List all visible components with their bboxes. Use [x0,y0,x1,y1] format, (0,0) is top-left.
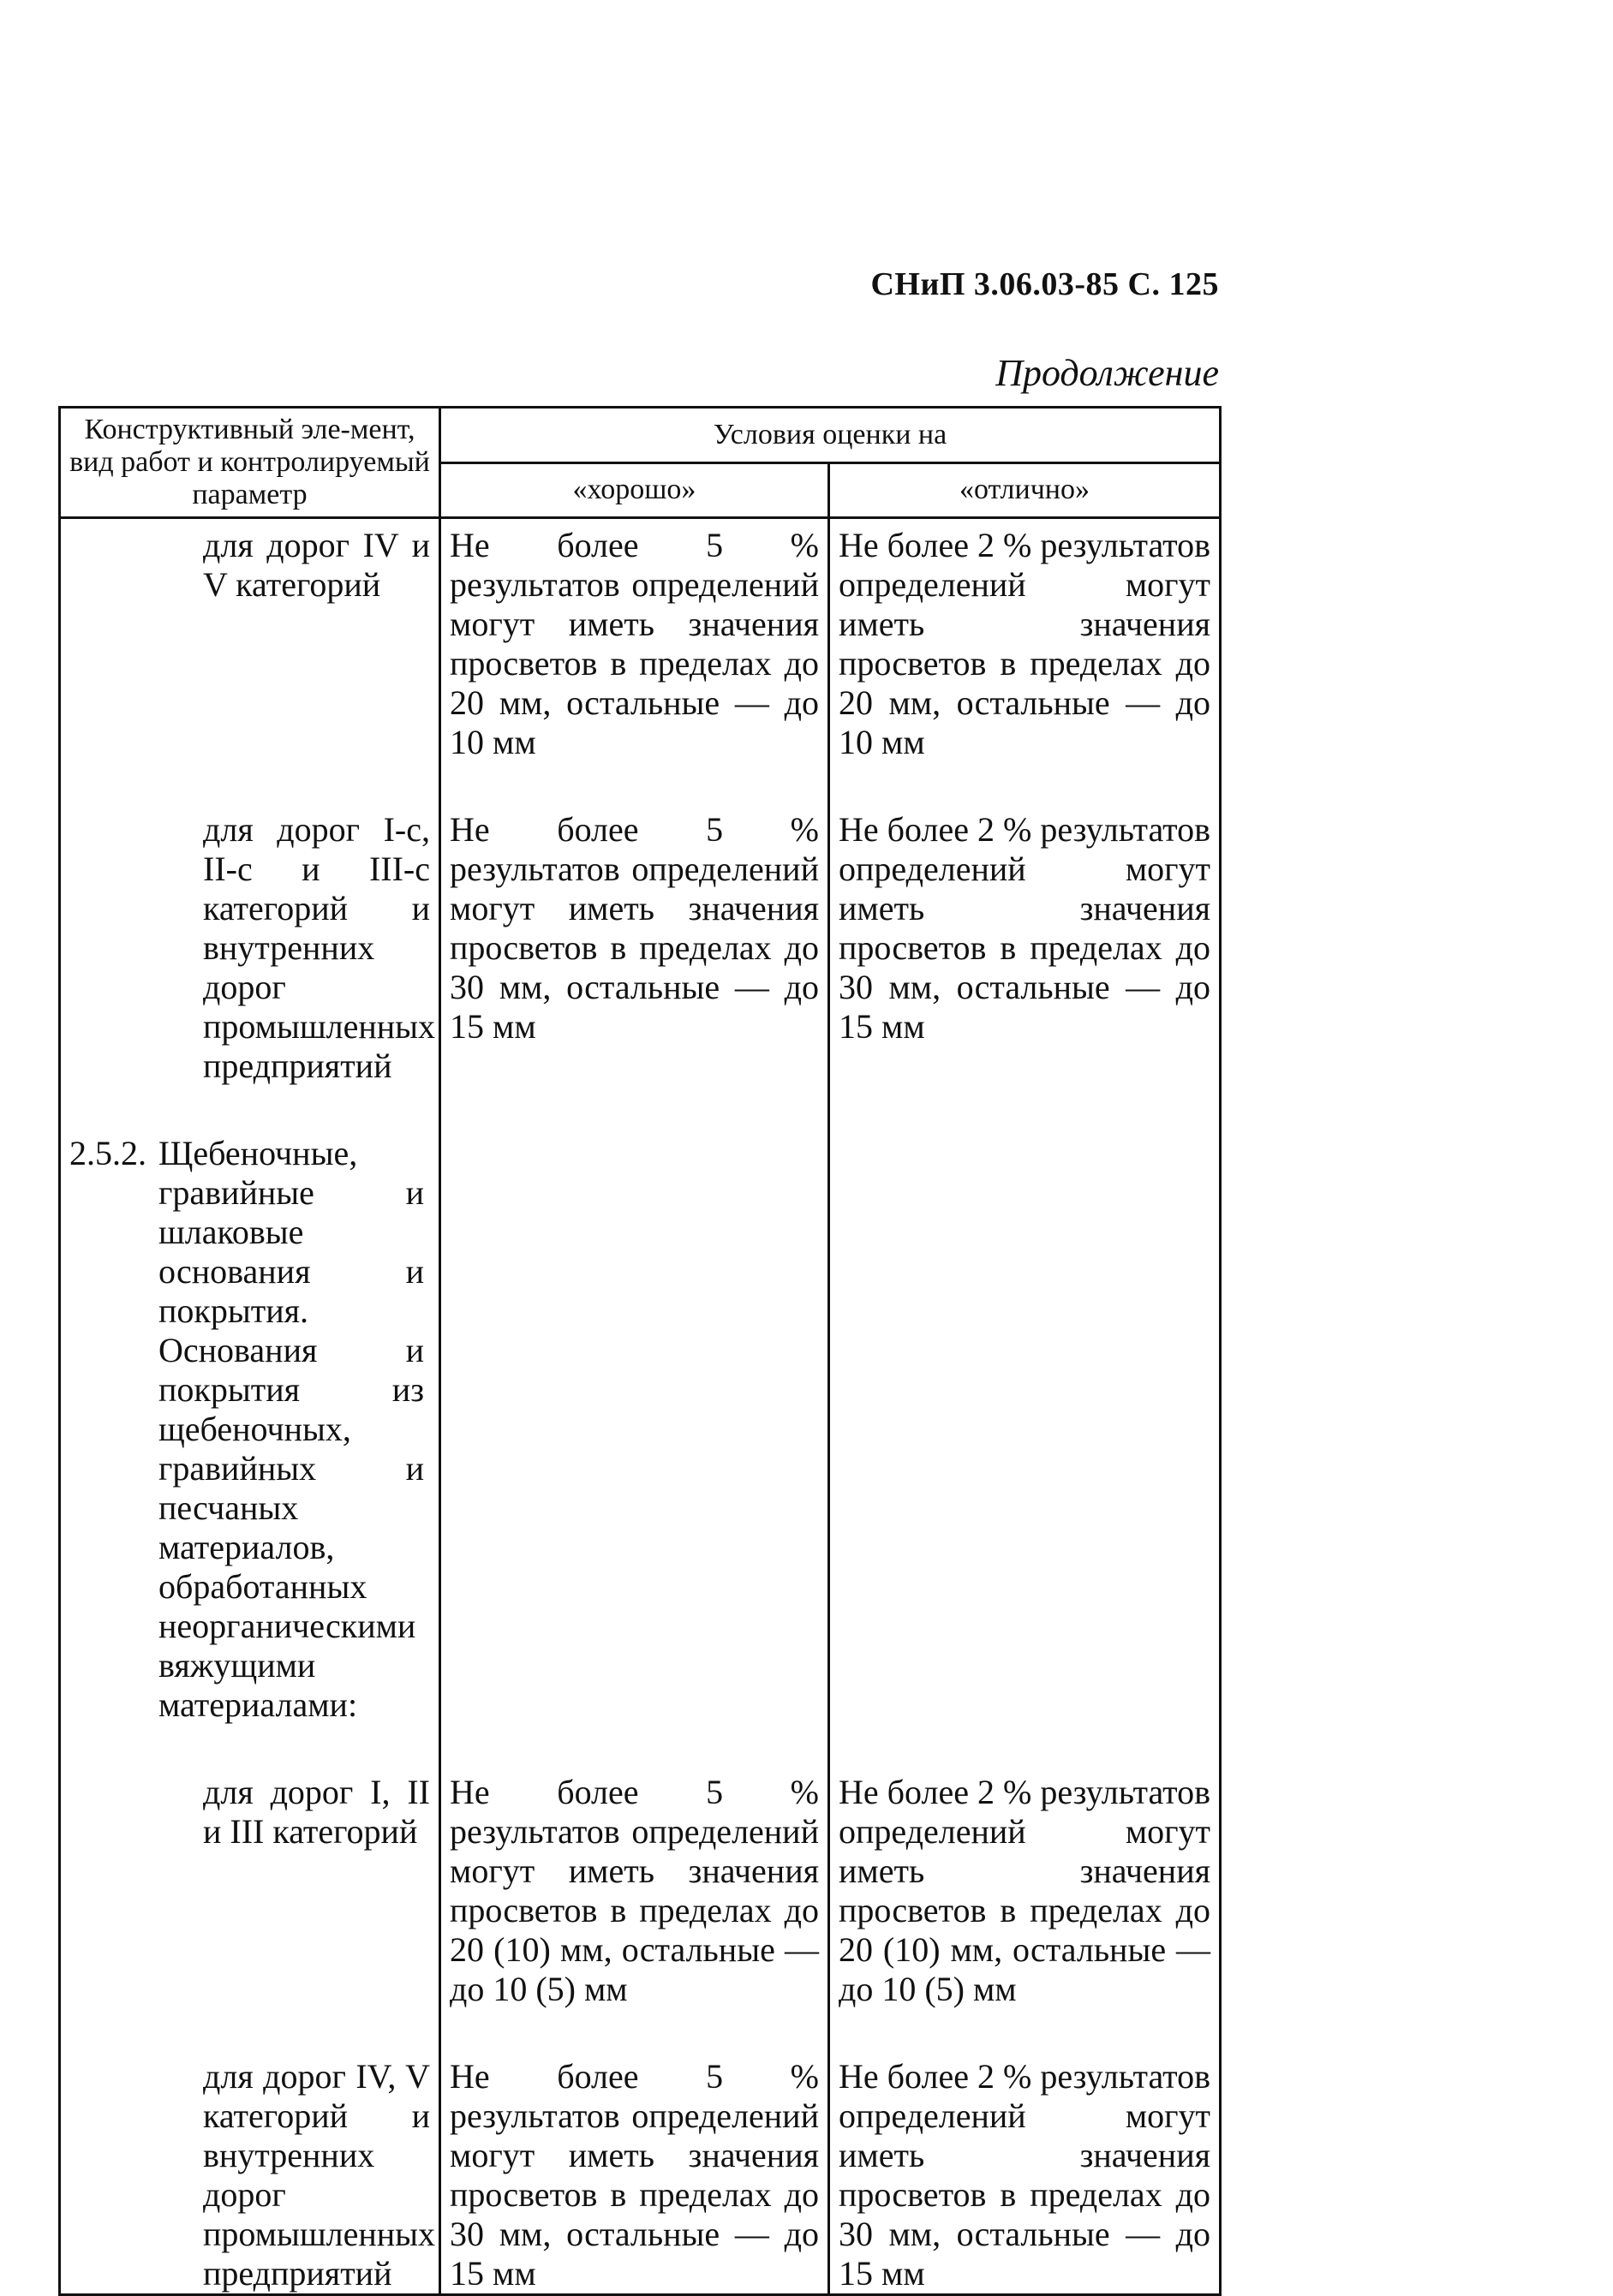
row-good: Не более 5 % результатов определений могут иметь значения просветов в пределах до 20 (10) мм, остальные — до 10 (5) мм [440,1773,829,2009]
header-group: Условия оценки на [440,408,1221,463]
item-text: Щебеночные, гравийные и шлаковые основания и покрытия. Основания и покрытия из щебеночных, гравийных и песчаных материалов, обработанных неорганическими вяжущими материалами: [158,1134,424,1724]
header-good: «хорошо» [440,462,829,518]
continuation-label: Продолжение [995,352,1219,394]
table-row [60,518,1221,763]
row-param: для дорог I-с, II-с и III-с категорий и внутренних дорог промышленных предприятий [60,810,440,1086]
row-param-item [60,1134,440,1725]
header-excellent: «отлично» [829,462,1221,518]
row-good: Не более 5 % результатов определений могут иметь значения просветов в пределах до 20 мм, остальные — до 10 мм [440,518,829,763]
row-excellent: Не более 2 % результатов определений могут иметь значения просветов в пределах до 20 мм, остальные — до 10 мм [829,518,1221,763]
table-row [60,1134,1221,1725]
row-excellent: Не более 2 % результатов определений могут иметь значения просветов в пределах до 30 мм, остальные — до 15 мм [829,810,1221,1086]
row-good: Не более 5 % результатов определений могут иметь значения просветов в пределах до 30 мм, остальные — до 15 мм [440,2057,829,2295]
row-param: для дорог IV и V категорий [60,518,440,763]
row-excellent: Не более 2 % результатов определений могут иметь значения просветов в пределах до 20 (10) мм, остальные — до 10 (5) мм [829,1773,1221,2009]
table-row [60,2057,1221,2295]
row-param: для дорог IV, V категорий и внутренних дорог промышленных предприятий [60,2057,440,2295]
row-good [440,1134,829,1725]
page-header: СНиП 3.06.03-85 С. 125 [870,266,1219,302]
row-excellent [829,1134,1221,1725]
row-param: для дорог I, II и III категорий [60,1773,440,2009]
table-row [60,810,1221,1086]
table-row [60,1773,1221,2009]
item-number: 2.5.2. [69,1134,146,1172]
row-good: Не более 5 % результатов определений могут иметь значения просветов в пределах до 30 мм, остальные — до 15 мм [440,810,829,1086]
evaluation-table [58,406,1222,2296]
header-param: Конструктивный эле-мент, вид работ и контролируемый параметр [60,408,440,518]
row-excellent: Не более 2 % результатов определений могут иметь значения просветов в пределах до 30 мм, остальные — до 15 мм [829,2057,1221,2295]
